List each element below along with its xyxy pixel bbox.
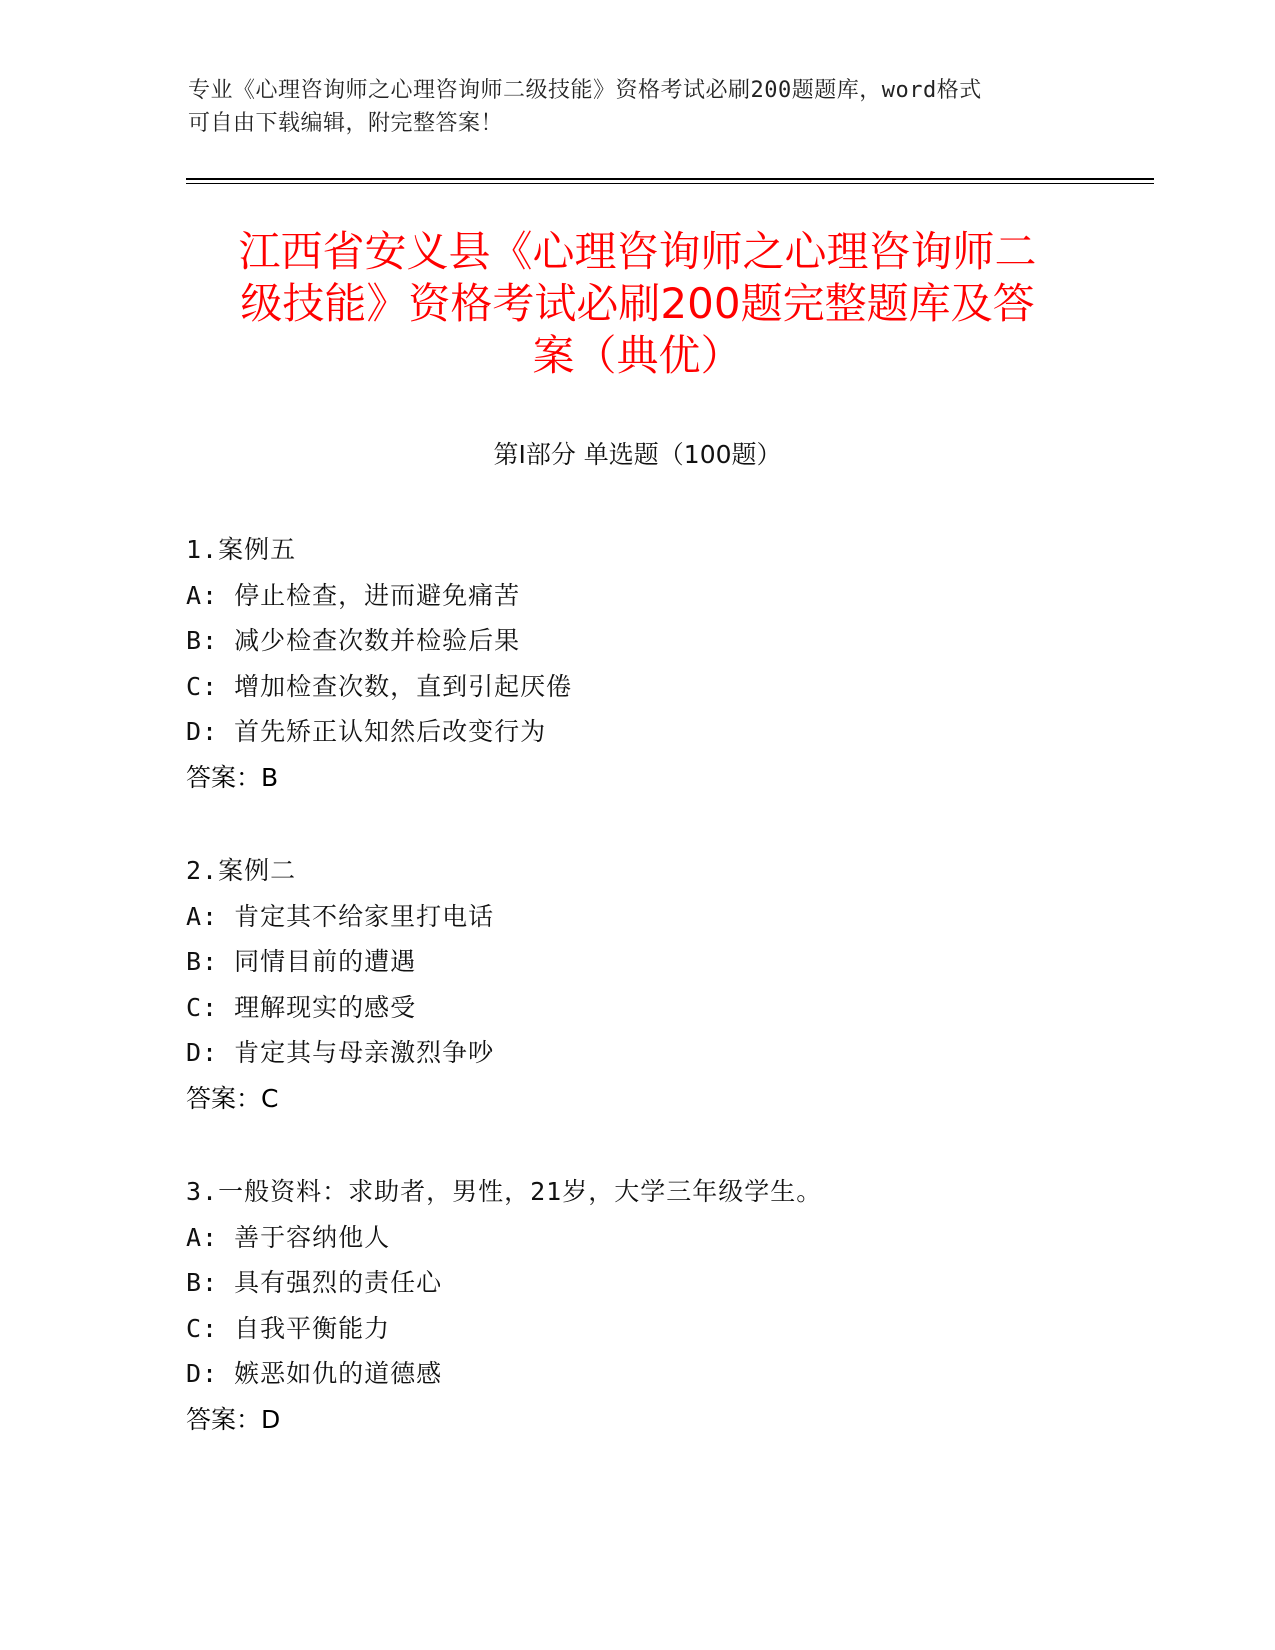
question-stem: 1.案例五 — [186, 535, 297, 564]
option-d: D: 肯定其与母亲激烈争吵 — [186, 1038, 495, 1067]
header-note — [188, 74, 1088, 140]
answer-label: 答案：C — [186, 1083, 279, 1113]
option-a: A: 善于容纳他人 — [186, 1222, 391, 1252]
header-note-line-1: 专业《心理咨询师之心理咨询师二级技能》资格考试必刷200题题库，word格式 — [188, 78, 982, 103]
header-divider-thin — [186, 183, 1154, 184]
option-d: D: 首先矫正认知然后改变行为 — [186, 717, 547, 746]
document-title-line-1: 江西省安义县《心理咨询师之心理咨询师二 — [238, 227, 1037, 276]
header-divider-thick — [186, 178, 1154, 180]
option-b: B: 同情目前的遭遇 — [186, 947, 417, 976]
header-note-line-2: 可自由下载编辑，附完整答案！ — [188, 111, 504, 136]
question-2 — [186, 848, 1136, 1121]
option-c: C: 自我平衡能力 — [186, 1313, 391, 1343]
question-1 — [186, 527, 1136, 800]
answer-label: 答案：B — [186, 762, 279, 792]
document-title-line-3: 案（典优） — [532, 331, 743, 380]
document-title — [150, 226, 1125, 382]
question-3 — [186, 1169, 1136, 1442]
question-stem: 2.案例二 — [186, 856, 297, 885]
document-title-line-2: 级技能》资格考试必刷200题完整题库及答 — [240, 279, 1035, 328]
option-d: D: 嫉恶如仇的道德感 — [186, 1359, 443, 1388]
section-heading: 第Ⅰ部分 单选题（100题） — [493, 440, 782, 469]
answer-label: 答案：D — [186, 1404, 281, 1434]
option-c: C: 增加检查次数，直到引起厌倦 — [186, 671, 573, 701]
option-b: B: 减少检查次数并检验后果 — [186, 626, 521, 655]
option-b: B: 具有强烈的责任心 — [186, 1268, 443, 1297]
question-stem: 3.一般资料：求助者，男性，21岁，大学三年级学生。 — [186, 1177, 823, 1206]
option-a: A: 肯定其不给家里打电话 — [186, 901, 495, 931]
question-list — [186, 527, 1136, 1490]
option-c: C: 理解现实的感受 — [186, 992, 417, 1022]
option-a: A: 停止检查，进而避免痛苦 — [186, 580, 521, 610]
